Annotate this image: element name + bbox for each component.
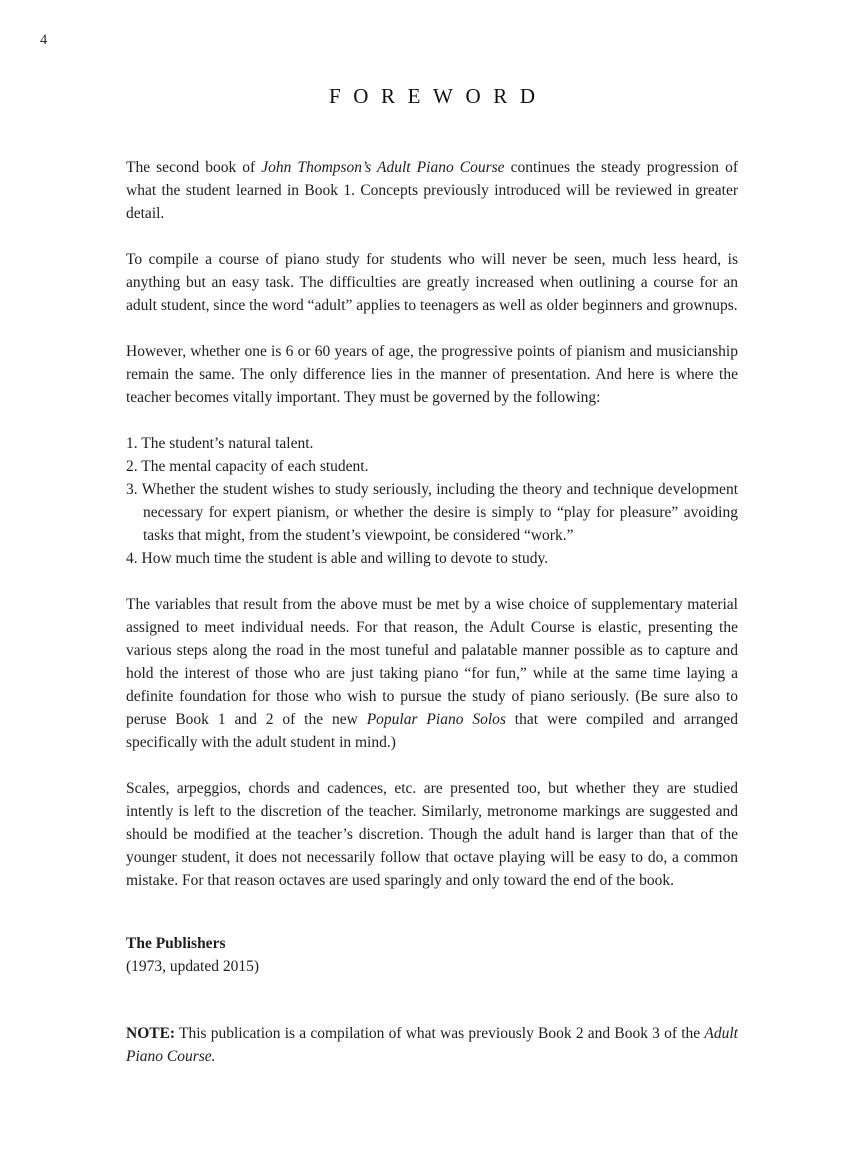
list-item-text: The mental capacity of each student. [141,458,369,475]
text-segment: However, whether one is 6 or 60 years of age, the progressive points of pianism and musicianship remain the same. The only difference lies in the manner of presentation. And here is where the teacher becomes vitally important. They must be governed by the following: [126,343,738,406]
list-item [126,455,738,478]
paragraph-however [126,340,738,409]
text-segment: The variables that result from the above must be met by a wise choice of supplementary material assigned to meet individual needs. For that reason, the Adult Course is elastic, presenting the various steps along the road in the most tuneful and palatable manner possible as to capture and hold the interest of those who are just taking piano “for fun,” while at the same time laying a definite foundation for those who wish to pursue the study of piano seriously. (Be sure also to peruse Book 1 and 2 of the new [126,596,738,728]
publisher-signature [126,932,738,978]
list-item-text: Whether the student wishes to study seriously, including the theory and technique development necessary for expert pianism, or whether the desire is simply to “play for pleasure” avoiding tasks that might, from the student’s viewpoint, be considered “work.” [141,481,738,544]
list-item-text: The student’s natural talent. [141,435,314,452]
text-segment: NOTE: [126,1025,176,1042]
page-title: FOREWORD [328,84,548,108]
list-item-number: 4. [126,550,138,567]
paragraph-compile [126,248,738,317]
list-item [126,547,738,570]
list-item [126,478,738,547]
note-paragraph [126,1022,738,1068]
publisher-date: (1973, updated 2015) [126,958,260,975]
text-segment: The second book of [126,159,262,176]
text-segment: This publication is a compilation of what was previously Book 2 and Book 3 of the [175,1025,705,1042]
paragraph-variables [126,593,738,754]
publisher-name: The Publishers [126,935,226,952]
list-item-text: How much time the student is able and willing to devote to study. [141,550,549,567]
foreword-content [126,0,738,1068]
list-item-number: 1. [126,435,138,452]
page-number: 4 [40,32,48,48]
list-item [126,432,738,455]
text-segment: Scales, arpeggios, chords and cadences, etc. are presented too, but whether they are studied intently is left to the discretion of the teacher. Similarly, metronome markings are suggested and should be modified at the teacher’s discretion. Though the adult hand is larger than that of the younger student, it does not necessarily follow that octave playing will be easy to do, a common mistake. For that reason octaves are used sparingly and only toward the end of the book. [126,780,738,889]
text-segment: Adult Piano Course. [126,1025,738,1065]
list-item-number: 3. [126,481,138,498]
text-segment: Popular Piano Solos [366,711,506,728]
text-segment: John Thompson’s Adult Piano Course [261,159,505,176]
text-segment: continues the steady progression of what the student learned in Book 1. Concepts previously introduced will be reviewed in greater detail. [126,159,738,222]
text-segment: To compile a course of piano study for students who will never be seen, much less heard, is anything but an easy task. The difficulties are greatly increased when outlining a course for an adult student, since the word “adult” applies to teenagers as well as older beginners and grownups. [126,251,738,314]
list-item-number: 2. [126,458,138,475]
paragraph-scales [126,777,738,892]
paragraph-intro [126,156,738,225]
text-segment: that were compiled and arranged specifically with the adult student in mind.) [126,711,738,751]
numbered-list [126,432,738,570]
